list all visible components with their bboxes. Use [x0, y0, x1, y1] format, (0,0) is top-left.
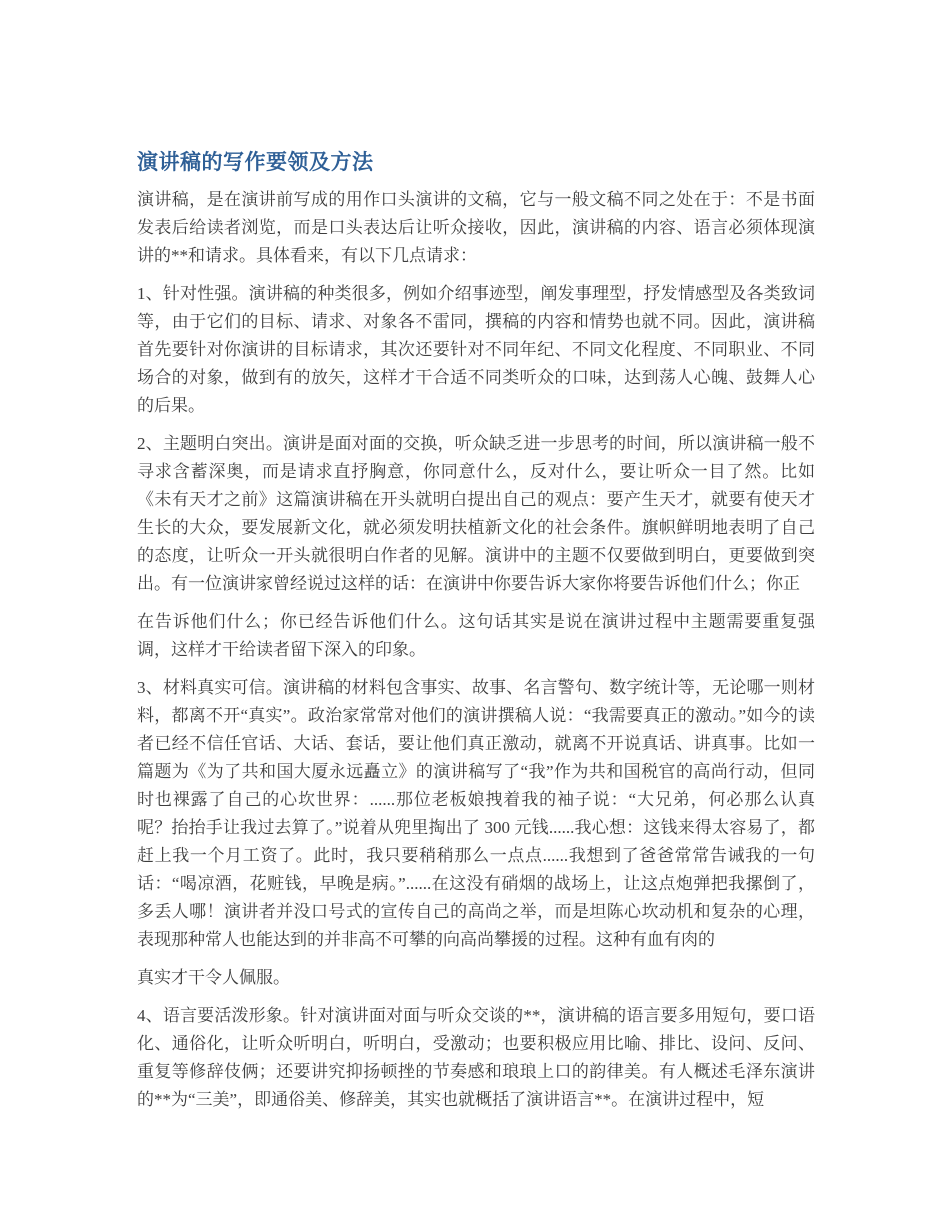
paragraph-point-2: 2、主题明白突出。演讲是面对面的交换，听众缺乏进一步思考的时间，所以演讲稿一般不寻求含蓄深奥，而是请求直抒胸意，你同意什么，反对什么，要让听众一目了然。比如《未有天才之前》这篇演讲稿在开头就明白提出自己的观点：要产生天才，就要有使天才生长的大众，要发展新文化，就必须发明扶植新文化的社会条件。旗帜鲜明地表明了自己的态度，让听众一开头就很明白作者的见解。演讲中的主题不仅要做到明白，更要做到突出。有一位演讲家曾经说过这样的话：在演讲中你要告诉大家你将要告诉他们什么；你正 [137, 434, 815, 593]
paragraph-point-2-continued: 在告诉他们什么；你已经告诉他们什么。这句话其实是说在演讲过程中主题需要重复强调，这样才干给读者留下深入的印象。 [137, 612, 815, 659]
intro-paragraph: 演讲稿，是在演讲前写成的用作口头演讲的文稿，它与一般文稿不同之处在于：不是书面发表后给读者浏览，而是口头表达后让听众接收，因此，演讲稿的内容、语言必须体现演讲的**和请求。具体看来，有以下几点请求： [137, 190, 815, 265]
document-page [137, 151, 815, 1124]
paragraph-point-3: 3、材料真实可信。演讲稿的材料包含事实、故事、名言警句、数字统计等，无论哪一则材料，都离不开“真实”。政治家常常对他们的演讲撰稿人说：“我需要真正的激动。”如今的读者已经不信任官话、大话、套话，要让他们真正激动，就离不开说真话、讲真事。比如一篇题为《为了共和国大厦永远矗立》的演讲稿写了“我”作为共和国税官的高尚行动，但同时也裸露了自己的心坎世界：......那位老板娘拽着我的袖子说：“大兄弟，何必那么认真呢？抬抬手让我过去算了。”说着从兜里掏出了 300 元钱......我心想：这钱来得太容易了，都赶上我一个月工资了。此时，我只要稍稍那么一点点......我想到了爸爸常常告诫我的一句话：“喝凉酒，花赃钱，早晚是病。”......在这没有硝烟的战场上，让这点炮弹把我摞倒了，多丢人哪！演讲者并没口号式的宣传自己的高尚之举，而是坦陈心坎动机和复杂的心理，表现那种常人也能达到的并非高不可攀的向高尚攀援的过程。这种有血有肉的 [137, 678, 815, 949]
paragraph-point-3-continued: 真实才干令人佩服。 [137, 968, 290, 987]
document-title: 演讲稿的写作要领及方法 [137, 151, 374, 174]
paragraph-point-4: 4、语言要活泼形象。针对演讲面对面与听众交谈的**，演讲稿的语言要多用短句，要口语化、通俗化，让听众听明白，听明白，受激动；也要积极应用比喻、排比、设问、反问、重复等修辞伎俩；还要讲究抑扬顿挫的节奏感和琅琅上口的韵律美。有人概述毛泽东演讲的**为“三美”，即通俗美、修辞美，其实也就概括了演讲语言**。在演讲过程中，短 [137, 1006, 815, 1109]
paragraph-point-1: 1、针对性强。演讲稿的种类很多，例如介绍事迹型，阐发事理型，抒发情感型及各类致词等，由于它们的目标、请求、对象各不雷同，撰稿的内容和情势也就不同。因此，演讲稿首先要针对你演讲的目标请求，其次还要针对不同年纪、不同文化程度、不同职业、不同场合的对象，做到有的放矢，这样才干合适不同类听众的口味，达到荡人心魄、鼓舞人心的后果。 [137, 284, 815, 415]
